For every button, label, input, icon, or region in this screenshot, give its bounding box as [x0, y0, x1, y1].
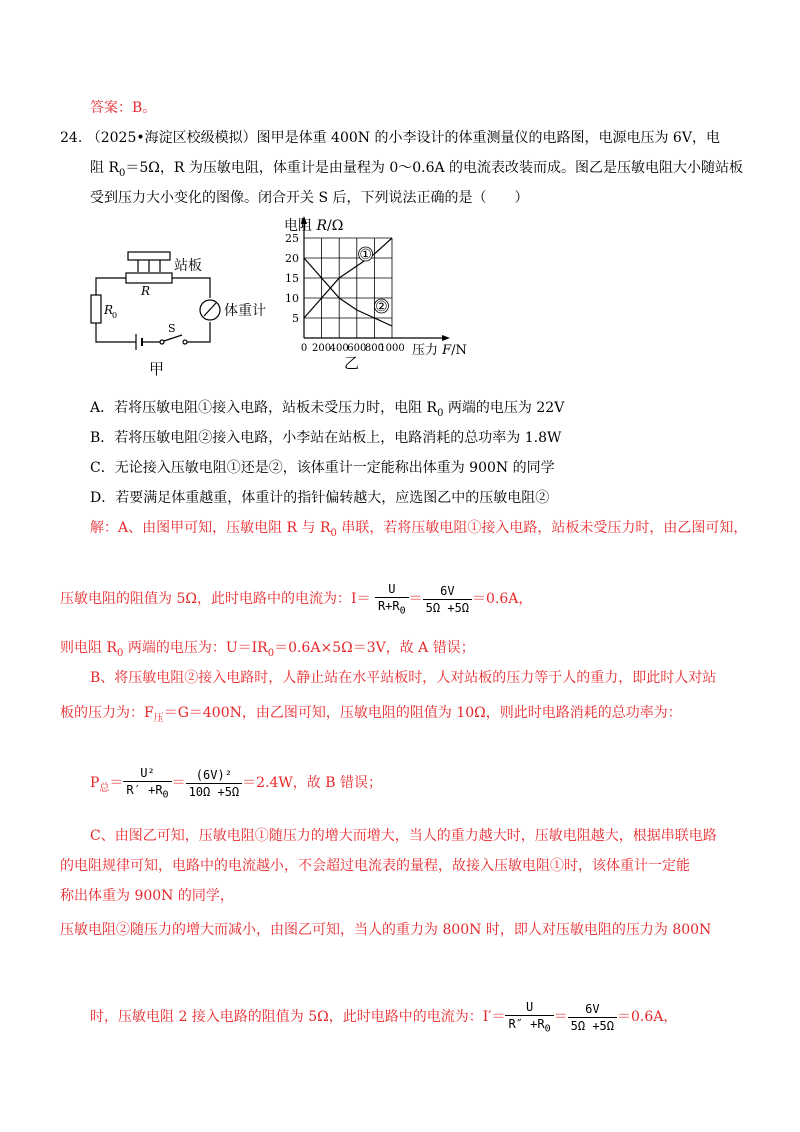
chart-series	[304, 238, 392, 326]
fraction-2-num: 6V	[423, 584, 472, 600]
equals-1: ＝	[408, 591, 423, 608]
solution-11-end: ＝0.6A，	[617, 1009, 678, 1026]
caption-yi: 乙	[344, 354, 360, 372]
fraction-4-den: 10Ω +5Ω	[188, 784, 240, 799]
solution-6-p: P	[90, 775, 100, 792]
fraction-1-num: U	[375, 582, 409, 598]
y-tick-label: 20	[285, 252, 299, 265]
option-a	[90, 398, 564, 424]
solution-line-8: 的电阻规律可知，电路中的电流越小，不会超过电流表的量程，故接入压敏电阻①时，该体重计一定能	[60, 858, 690, 874]
solution-6-end: ＝2.4W，故 B 错误；	[242, 775, 382, 792]
label-R0-sub: 0	[112, 311, 118, 320]
fraction-5-den: $R'' +R_0$	[508, 1017, 551, 1035]
option-b: B．若将压敏电阻②接入电路，小李站在站板上，电路消耗的总功率为 1.8W	[90, 430, 562, 446]
solution-1a: 解：A、由图甲可知，压敏电阻 R 与 R	[90, 520, 331, 536]
x-tick-label: 800	[364, 343, 384, 354]
equals-p: ＝	[109, 775, 124, 792]
switch-lever	[164, 335, 182, 341]
stem-2a: 阻 R	[90, 160, 119, 176]
fraction-6	[568, 1002, 617, 1033]
option-a-text-end: 两端的电压为 22V	[443, 400, 565, 416]
equals-3: ＝	[553, 1009, 568, 1026]
chart-xlabel: 压力 F/N	[412, 343, 467, 358]
chart-axes	[301, 216, 450, 341]
resistor-R0	[91, 295, 101, 323]
standing-board	[128, 252, 170, 260]
fraction-5-num: U	[505, 1000, 553, 1016]
solution-line-5: 板的压力为：$F_压=G=400N$，由乙图可知，压敏电阻的阻值为 10Ω，则此时电路消耗的总功率为：	[60, 705, 682, 724]
y-tick-label: 15	[285, 272, 299, 285]
fraction-3-num: U²	[123, 766, 171, 782]
x-axis-arrow	[442, 335, 450, 341]
chart-grid	[304, 238, 392, 338]
label-meter: 体重计	[224, 303, 266, 319]
circuit-wire-right	[187, 322, 210, 342]
caption-jia: 甲	[149, 360, 165, 378]
equals-2: ＝	[171, 775, 186, 792]
fraction-5	[505, 1000, 553, 1034]
question-number: 24.	[60, 130, 83, 146]
fraction-6-num: 6V	[568, 1002, 617, 1018]
x-tick-label: 400	[329, 343, 349, 354]
label-switch: S	[168, 322, 176, 335]
series-label-2: ②	[375, 299, 388, 315]
solution-line-4: B、将压敏电阻②接入电路时，人静止站在水平站板时，人对站板的压力等于人的重力，即此时人对站	[90, 670, 717, 686]
circuit-wire-left	[96, 323, 136, 342]
fraction-3-den: $R' +R_0$	[126, 783, 169, 801]
solution-line-11	[90, 1000, 677, 1034]
x-tick-label: 200	[312, 343, 332, 354]
fraction-2-den: 5Ω +5Ω	[425, 600, 470, 615]
fraction-1-den: $R+R_0$	[377, 599, 406, 617]
solution-2: 压敏电阻的阻值为 5Ω，此时电路中的电流为：I＝	[60, 591, 371, 608]
fraction-4	[186, 768, 243, 799]
question-line-1	[60, 128, 720, 148]
fraction-3	[123, 766, 171, 800]
chart-ticks	[285, 232, 405, 354]
solution-line-7: C、由图乙可知，压敏电阻①随压力的增大而增大，当人的重力越大时，压敏电阻越大，根据串联电路	[90, 828, 717, 844]
x-tick-label: 1000	[379, 343, 405, 354]
solution-line-6	[90, 766, 382, 800]
resistor-R	[126, 273, 172, 283]
solution-1-sub: 0	[330, 527, 337, 539]
question-source: （2025•海淀区校级模拟）	[86, 130, 257, 146]
series-line-2	[304, 258, 392, 326]
switch-contact	[183, 340, 187, 344]
solution-line-9: 称出体重为 900N 的同学，	[60, 888, 234, 904]
stem-2c: ＝5Ω，R 为压敏电阻，体重计是由量程为 0～0.6A 的电流表改装而成。图乙是压敏电阻大小随站板	[125, 160, 744, 176]
y-tick-label: 10	[285, 292, 299, 305]
question-stem-1: 图甲是体重 400N 的小李设计的体重测量仪的电路图，电源电压为 6V，电	[256, 130, 720, 146]
solution-line-3: 则电阻 $R_0$ 两端的电压为：$U=IR_0=0.6A\times 5\Omega=3V$，故 A 错误；	[60, 640, 475, 659]
solution-2-end: ＝0.6A，	[472, 591, 533, 608]
switch-pivot	[160, 340, 164, 344]
circuit-diagram	[88, 240, 278, 380]
y-tick-label: 25	[285, 232, 299, 245]
solution-6-sub: 总	[99, 783, 110, 794]
question-line-3: 受到压力大小变化的图像。闭合开关 S 后，下列说法正确的是（ ）	[90, 190, 529, 206]
label-R: R	[141, 284, 151, 298]
x-tick-label: 600	[347, 343, 367, 354]
option-d: D．若要满足体重越重，体重计的指针偏转越大，应选图乙中的压敏电阻②	[90, 490, 550, 506]
solution-11: 时，压敏电阻 2 接入电路的阻值为 5Ω，此时电路中的电流为：I′＝	[90, 1009, 506, 1026]
solution-line-10: 压敏电阻②随压力的增大而减小，由图乙可知，当人的重力为 800N 时，即人对压敏电阻的压力为 800N	[60, 922, 712, 938]
y-tick-label: 5	[292, 312, 299, 325]
fraction-1	[375, 582, 409, 616]
chart-ylabel: 电阻 R/Ω	[284, 218, 344, 234]
answer-line: 答案：B。	[90, 100, 157, 116]
option-a-text: A．若将压敏电阻①接入电路，站板未受压力时，电阻 R	[90, 400, 438, 416]
solution-line-2	[60, 582, 532, 616]
x-tick-label: 0	[300, 343, 308, 354]
solution-line-1	[90, 518, 747, 544]
fraction-6-den: 5Ω +5Ω	[570, 1018, 614, 1033]
option-a-sub: 0	[437, 407, 444, 419]
question-line-2	[90, 158, 743, 184]
label-board: 站板	[174, 258, 202, 274]
label-R0: R	[104, 303, 114, 317]
option-c: C．无论接入压敏电阻①还是②，该体重计一定能称出体重为 900N 的同学	[90, 460, 555, 476]
fraction-4-num: (6V)²	[186, 768, 243, 784]
resistance-pressure-chart	[280, 210, 500, 380]
stem-2-sub: 0	[119, 167, 126, 179]
solution-1b: 串联，若将压敏电阻①接入电路，站板未受压力时，由乙图可知，	[336, 520, 748, 536]
fraction-2	[423, 584, 472, 615]
series-label-1: ①	[359, 247, 372, 263]
